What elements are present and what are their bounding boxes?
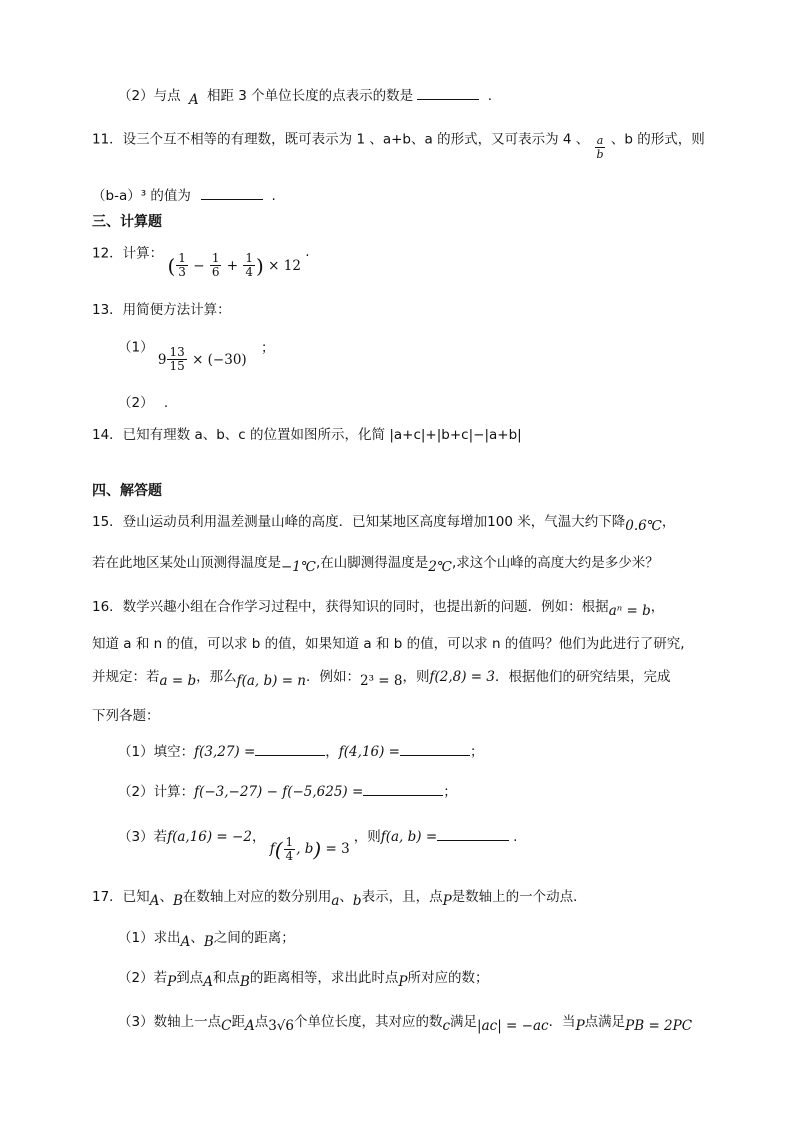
q10-part2-prefix: （2）与点 [118, 88, 181, 104]
q16-line3 [92, 667, 670, 687]
point-a: A [203, 974, 213, 990]
q12-end: . [305, 243, 310, 260]
q16-comma: ， [325, 744, 339, 760]
point-a: A [180, 934, 191, 950]
point-p: P [575, 1018, 585, 1034]
q10-part2-suffix: 相距 3 个单位长度的点表示的数是 [206, 88, 414, 104]
frac-den: 15 [169, 359, 185, 373]
q17-sep: 、 [159, 889, 173, 905]
answer-blank [201, 186, 263, 200]
q15-line2 [92, 553, 659, 573]
q16-semicolon: ； [443, 784, 457, 800]
q15-text: 若在此地区某处山顶测得温度是 [92, 555, 281, 571]
point-p: P [398, 974, 408, 990]
q12 [92, 240, 310, 279]
q16-line2: 知道 a 和 n 的值，可以求 b 的值，如果知道 a 和 b 的值，可以求 n 的值吗？他们为此进行了研究, [92, 636, 685, 652]
frac-den: 4 [285, 849, 294, 863]
q13-expression [157, 345, 251, 373]
q16-text: ， [650, 599, 665, 615]
q16-text: ．根据他们的研究结果，完成 [494, 669, 671, 685]
point-a: A [244, 1018, 255, 1034]
q13-part1-prefix: （1） [118, 339, 154, 356]
q12-expression [167, 251, 305, 279]
f-symbol: f [269, 841, 275, 857]
q16-part1-prefix: （1）填空： [118, 744, 195, 760]
comma-b: , b [296, 841, 314, 857]
q13-semicolon: ； [261, 339, 275, 356]
q10-part2-end: . [487, 88, 492, 104]
q11-text3: （b-a）³ 的值为 [92, 188, 191, 204]
q17-text: 之间的距离； [213, 930, 295, 946]
plus-sign: + [226, 257, 239, 274]
q16-part2 [118, 782, 457, 802]
power-equation: aⁿ = b [608, 603, 651, 619]
point-b: B [203, 934, 214, 950]
f-difference: f(−3,−27) − f(−5,625) = [194, 784, 364, 800]
q11-frac-num: a [596, 134, 604, 147]
answer-blank [400, 742, 470, 756]
point-b: B [172, 893, 183, 909]
q17-text: ．当 [548, 1014, 576, 1030]
minus-sign: − [193, 257, 205, 274]
q17-part3 [118, 1012, 692, 1032]
q12-label: 12．计算： [92, 245, 164, 262]
q17-part3-prefix: （3）数轴上一点 [118, 1014, 222, 1030]
close-paren: ) [256, 253, 264, 278]
q16-part3 [118, 824, 518, 863]
q17-text: 个单位长度，其对应的数 [293, 1014, 443, 1030]
frac-num: 1 [211, 251, 220, 265]
example-power: 2³ = 8 [360, 673, 403, 689]
point-a: A [149, 893, 160, 909]
q11-fraction [595, 134, 606, 161]
q17-text: 满足 [450, 1014, 478, 1030]
q17-part2-prefix: （2）若 [118, 970, 168, 986]
q16-line1 [92, 597, 664, 617]
q17-text: 和点 [212, 970, 240, 986]
pb-condition: PB = 2PC [625, 1018, 693, 1034]
fraction-1-4 [243, 252, 255, 279]
definition-f: f(a, b) = n [236, 673, 306, 689]
answer-blank [437, 827, 509, 841]
q16-text: ．例如： [306, 669, 360, 685]
q11-line1 [92, 126, 705, 161]
temp-foot: 2℃ [428, 559, 453, 575]
frac-den: 4 [245, 265, 254, 279]
q15-text: 15．登山运动员利用温差测量山峰的高度．已知某地区高度每增加100 米，气温大约下降 [92, 514, 626, 530]
q16-text: ，那么 [196, 669, 237, 685]
frac-den: 3 [178, 265, 186, 279]
q16-comma: ， [251, 829, 266, 845]
q17-line1 [92, 887, 587, 907]
q17-sep: 、 [339, 889, 353, 905]
q13-part2-prefix: （2） [118, 395, 154, 411]
var-a: a [331, 893, 340, 909]
frac-num: 1 [285, 835, 294, 849]
equals-three: = 3 [325, 841, 350, 857]
fraction-1-4 [284, 836, 296, 863]
fraction-13-15 [167, 346, 186, 373]
open-paren: ( [167, 253, 176, 278]
q13-label: 13．用简便方法计算： [92, 302, 231, 318]
q17-text: 点 [254, 1014, 269, 1030]
q17-sep: 、 [190, 930, 204, 946]
q11-text1: 11．设三个互不相等的有理数，既可表示为 1 、a+b、a 的形式，又可表示为 4 、 [92, 131, 590, 148]
answer-blank [417, 86, 479, 100]
q16-line4: 下列各题： [92, 708, 160, 724]
close-paren: ) [313, 837, 322, 862]
temp-drop: 0.6℃ [625, 518, 662, 534]
q15-comma: ， [661, 514, 676, 530]
fraction-1-6 [210, 252, 222, 279]
q16-text: 并规定：若 [92, 669, 160, 685]
q17-text: 到点 [176, 970, 204, 986]
q15-line1 [92, 512, 675, 532]
frac-num: 1 [178, 251, 186, 265]
q17-text: 17．已知 [92, 889, 150, 905]
q17-text: 的距离相等，求出此时点 [249, 970, 399, 986]
condition-a-eq-b: a = b [159, 673, 197, 689]
q13-part2 [118, 393, 168, 413]
open-paren: ( [274, 837, 283, 862]
section-heading-answer: 四、解答题 [92, 483, 162, 499]
q17-text: 在数轴上对应的数分别用 [182, 889, 332, 905]
q11-end: . [271, 188, 276, 204]
q17-text: 距 [231, 1014, 245, 1030]
abs-condition: |ac| = −ac [477, 1018, 549, 1034]
section-heading-calculation: 三、计算题 [92, 214, 162, 230]
times-twelve: × 12 [268, 257, 301, 274]
q17-part2 [118, 968, 488, 988]
q10-part2 [118, 86, 492, 106]
times-neg-thirty: × (−30) [192, 351, 247, 368]
q14: 14．已知有理数 a、b、c 的位置如图所示，化简 |a+c|+|b+c|−|a+b| [92, 427, 522, 443]
point-p: P [167, 974, 177, 990]
temp-top: −1℃ [281, 559, 317, 575]
f-3-27: f(3,27) = [194, 744, 256, 760]
point-p: P [442, 893, 452, 909]
q16-end: . [513, 829, 518, 845]
point-a-var: A [188, 92, 199, 108]
example-f: f(2,8) = 3 [429, 669, 495, 685]
q16-part1 [118, 742, 484, 762]
q16-text: ，则 [402, 669, 430, 685]
point-b: B [239, 974, 250, 990]
fraction-1-3 [176, 252, 188, 279]
distance-value: 3√6 [268, 1018, 294, 1034]
mixed-whole: 9 [157, 351, 167, 368]
q11-text2: 、b 的形式，则 [610, 131, 705, 148]
q17-part1-prefix: （1）求出 [118, 930, 181, 946]
q17-text: 点满足 [584, 1014, 626, 1030]
point-c: C [221, 1018, 232, 1034]
f-a-b: f(a, b) = [380, 829, 438, 845]
f-a-16: f(a,16) = −2 [167, 829, 252, 845]
q17-text: 表示，且，点 [361, 889, 443, 905]
q13-part1 [118, 334, 275, 373]
answer-blank [255, 742, 325, 756]
q11-frac-den: b [596, 148, 604, 161]
q15-text: ,求这个山峰的高度大约是多少米？ [452, 555, 659, 571]
q16-text: ，则 [353, 829, 381, 845]
var-b: b [352, 893, 362, 909]
frac-num: 1 [245, 251, 254, 265]
f-quarter-b [269, 835, 350, 863]
q13-part2-end: . [163, 395, 169, 411]
q16-part2-prefix: （2）计算： [118, 784, 195, 800]
q17-text: 是数轴上的一个动点． [451, 889, 587, 905]
frac-num: 13 [169, 345, 185, 359]
q16-part3-prefix: （3）若 [118, 829, 168, 845]
q16-semicolon: ； [470, 744, 484, 760]
q15-text: ,在山脚测得温度是 [316, 555, 429, 571]
q11-line2 [92, 186, 276, 206]
q17-part1 [118, 928, 295, 948]
f-4-16: f(4,16) = [338, 744, 400, 760]
q17-text: 所对应的数； [407, 970, 489, 986]
q16-text: 16．数学兴趣小组在合作学习过程中，获得知识的同时，也提出新的问题．例如：根据 [92, 599, 609, 615]
var-c: c [442, 1018, 451, 1034]
frac-den: 6 [211, 265, 220, 279]
answer-blank [363, 782, 443, 796]
